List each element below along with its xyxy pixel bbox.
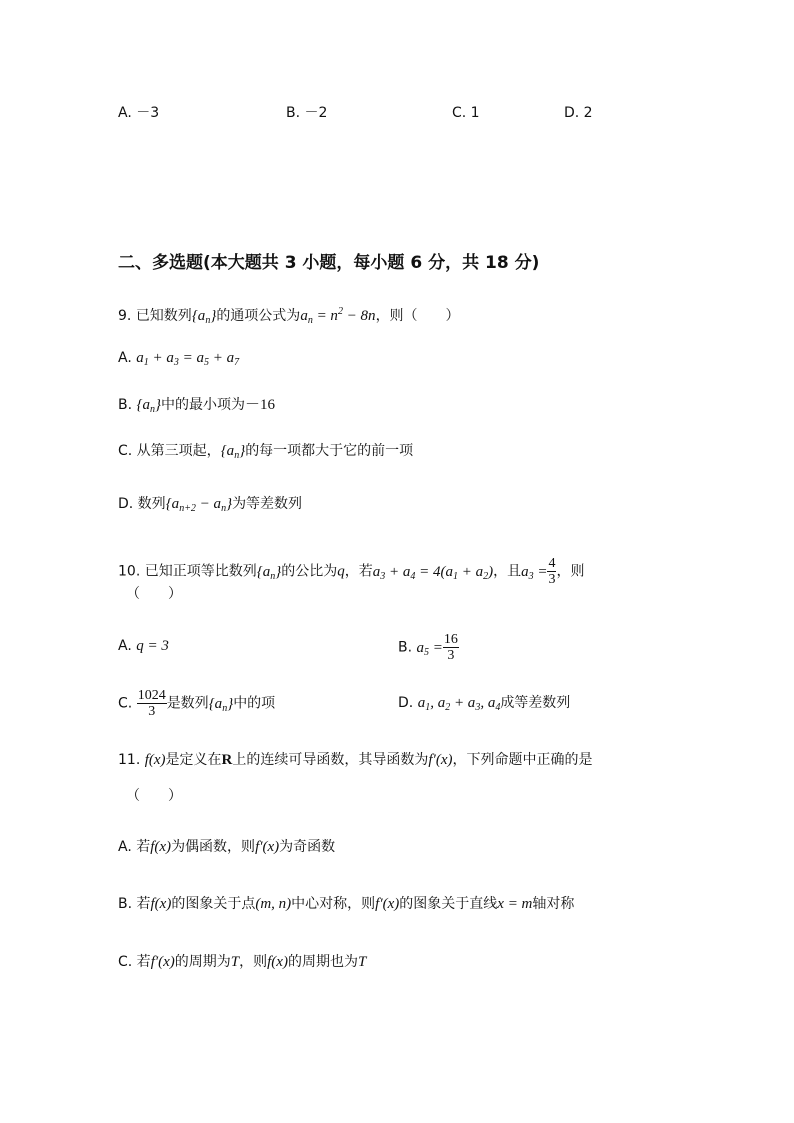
q9-stem: 9. 已知数列$\{a_n\}$的通项公式为$a_n = n^2 - 8n$，则（ ）: [118, 306, 460, 326]
q10-option-a: A. q = 3: [118, 638, 169, 654]
q10-number: 10.: [118, 563, 141, 580]
q10-paren: （ ）: [126, 586, 182, 602]
q9-number: 9.: [118, 308, 132, 324]
section-title: 二、多选题(本大题共 3 小题，每小题 6 分，共 18 分): [118, 253, 540, 273]
frac-1024-3: $\frac{1024}{3}$: [137, 688, 166, 719]
q11-stem: 11. f(x)是定义在R上的连续可导函数，其导函数为f′(x)，下列命题中正确的是: [118, 752, 593, 768]
q9-text-3: ，则（ ）: [375, 308, 460, 324]
q10-option-d: D. $a_1$, $a_2 + a_3$, $a_4$成等差数列: [398, 695, 571, 713]
q9-option-b: B. $\{a_n\}$中的最小项为－16: [118, 397, 276, 415]
q11-option-b: B. 若f(x)的图象关于点(m, n)中心对称，则f′(x)的图象关于直线x = m轴对称: [118, 896, 575, 912]
q11-option-c: C. 若f′(x)的周期为T，则f(x)的周期也为T: [118, 954, 367, 970]
q10-stem: 10. 已知正项等比数列$\{a_n\}$的公比为q，若$a_3 + a_4 = 4(a_1 + a_2)$，且$a_3$ = $\frac{4}{3}$ ，则: [118, 556, 585, 587]
q10-option-c: C. $\frac{1024}{3}$ 是数列$\{a_n\}$中的项: [118, 688, 276, 719]
q8-option-d: D. 2: [564, 105, 593, 121]
section-heading: [118, 253, 539, 273]
q11-number: 11.: [118, 752, 141, 768]
q9-option-d: D. 数列$\{a_{n+2} - a_n\}$为等差数列: [118, 496, 303, 514]
q8-option-a: A. －3: [118, 105, 160, 121]
q9-option-a: A. $a_1 + a_3 = a_5 + a_7$: [118, 350, 240, 368]
q11-option-a: A. 若f(x)为偶函数，则f′(x)为奇函数: [118, 839, 336, 855]
q11-paren: （ ）: [126, 788, 182, 804]
q8-option-c: C. 1: [452, 105, 480, 121]
frac-4-3: $\frac{4}{3}$: [548, 556, 556, 587]
q10-option-b: B. $a_5$ = $\frac{16}{3}$: [398, 632, 458, 663]
q9-option-c: C. 从第三项起，$\{a_n\}$的每一项都大于它的前一项: [118, 443, 414, 461]
q8-option-b: B. －2: [286, 105, 328, 121]
q9-text-2: 的通项公式为: [216, 308, 301, 324]
frac-16-3: $\frac{16}{3}$: [443, 632, 458, 663]
q9-text-1: 已知数列: [135, 308, 192, 324]
